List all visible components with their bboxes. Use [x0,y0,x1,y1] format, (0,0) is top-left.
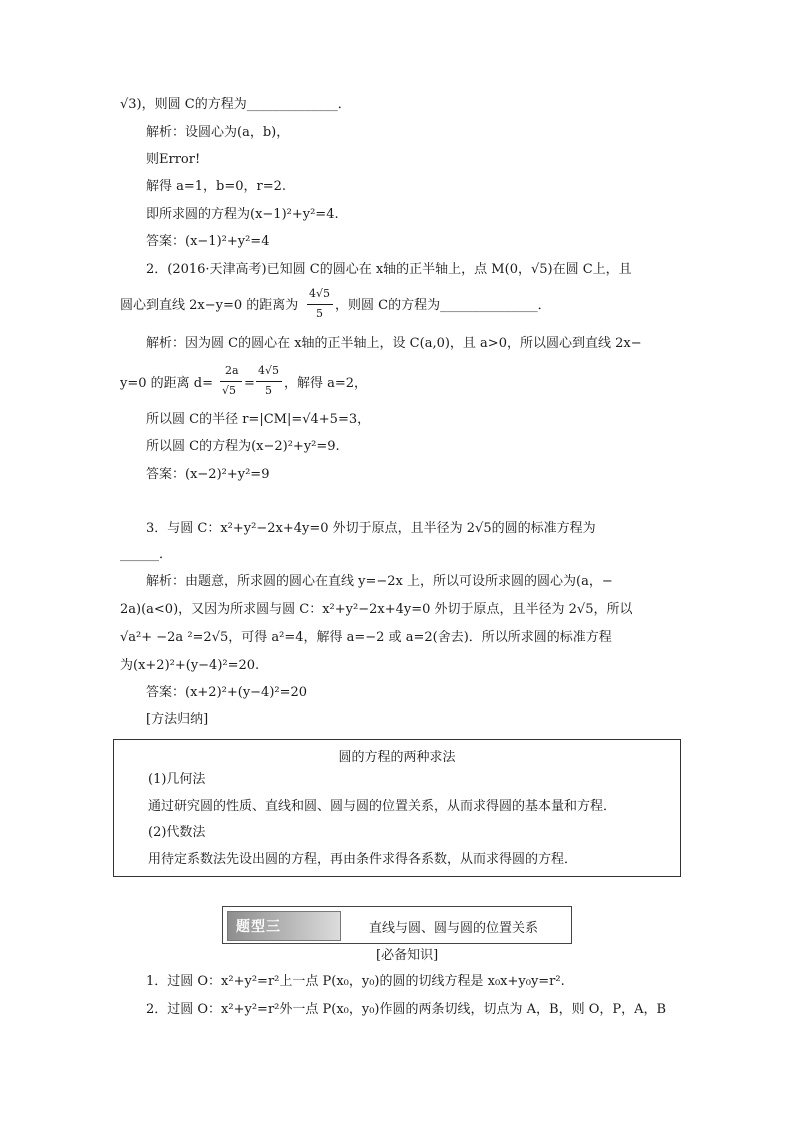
fraction-bar [220,381,242,382]
text-line: 圆心到直线 2x−y=0 的距离为 [120,298,299,313]
text-line: 则Error! [146,152,201,167]
answer-line: 答案：(x−1)²+y²=4 [146,234,270,249]
method-item-heading: (1)几何法 [148,772,206,787]
text-line: 解析：因为圆 C的圆心在 x轴的正半轴上，设 C(a,0)，且 a>0，所以圆心到直线 2x− [146,336,642,351]
method-item-heading: (2)代数法 [148,825,206,840]
text-line: √a²+ −2a ²=2√5，可得 a²=4，解得 a=−2 或 a=2(舍去)．所以所求圆的标准方程 [120,630,612,645]
text-line: ，则圆 C的方程为_______________． [335,298,551,313]
section-badge [227,911,341,941]
section-subtitle: [必备知识] [376,948,439,963]
question-2-stem: 2．(2016·天津高考)已知圆 C的圆心在 x轴的正半轴上，点 M(0，√5)在圆 C上，且 [146,262,632,277]
fraction-numerator: 4√5 [309,287,331,300]
method-summary-heading: [方法归纳] [146,712,209,727]
text-line: 解析：由题意，所求圆的圆心在直线 y=−2x 上，所以可设所求圆的圆心为(a，− [146,574,613,589]
method-box-title: 圆的方程的两种求法 [338,750,456,765]
question-3-stem: 3．与圆 C：x²+y²−2x+4y=0 外切于原点，且半径为 2√5的圆的标准方程为 [146,521,596,536]
section-header [222,906,572,944]
text-line: 所以圆 C的半径 r=|CM|=√4+5=3， [146,412,371,427]
fraction-bar [307,304,333,305]
text-line: 解析：设圆心为(a，b)， [146,125,290,140]
text-line: 2a)(a<0)，又因为所求圆与圆 C：x²+y²−2x+4y=0 外切于原点，且半径为 2√5，所以 [120,602,633,617]
method-item-body: 用待定系数法先设出圆的方程，再由条件求得各系数，从而求得圆的方程． [148,852,578,867]
text-line: 即所求圆的方程为(x−1)²+y²=4. [146,207,339,222]
text-line: y=0 的距离 d= [120,376,213,391]
knowledge-item: 1．过圆 O：x²+y²=r²上一点 P(x₀，y₀)的圆的切线方程是 x₀x+y₀y=r². [146,974,565,989]
text-line: ，解得 a=2， [284,376,368,391]
knowledge-item: 2．过圆 O：x²+y²=r²外一点 P(x₀，y₀)作圆的两条切线，切点为 A，B，则 O，P，A，B [146,1002,667,1017]
fraction-denominator: √5 [222,384,237,397]
text-line: ______． [120,547,173,562]
answer-line: 答案：(x+2)²+(y−4)²=20 [146,685,308,700]
fraction-numerator: 2a [225,364,239,377]
text-line: 为(x+2)²+(y−4)²=20. [120,658,260,673]
text-line: 解得 a=1，b=0，r=2. [146,179,287,194]
fraction-denominator: 5 [265,384,272,397]
fraction-bar [256,381,282,382]
answer-line: 答案：(x−2)²+y²=9 [146,467,270,482]
text-line: = [244,376,255,391]
method-item-body: 通过研究圆的性质、直线和圆、圆与圆的位置关系，从而求得圆的基本量和方程． [148,799,617,814]
text-line: √3)，则圆 C的方程为______________． [120,97,351,112]
section-title: 直线与圆、圆与圆的位置关系 [369,921,539,936]
method-summary-box [113,739,681,877]
fraction-denominator: 5 [316,307,323,320]
text-line: 所以圆 C的方程为(x−2)²+y²=9. [146,439,340,454]
fraction-numerator: 4√5 [258,364,280,377]
section-badge-label: 题型三 [236,919,281,935]
